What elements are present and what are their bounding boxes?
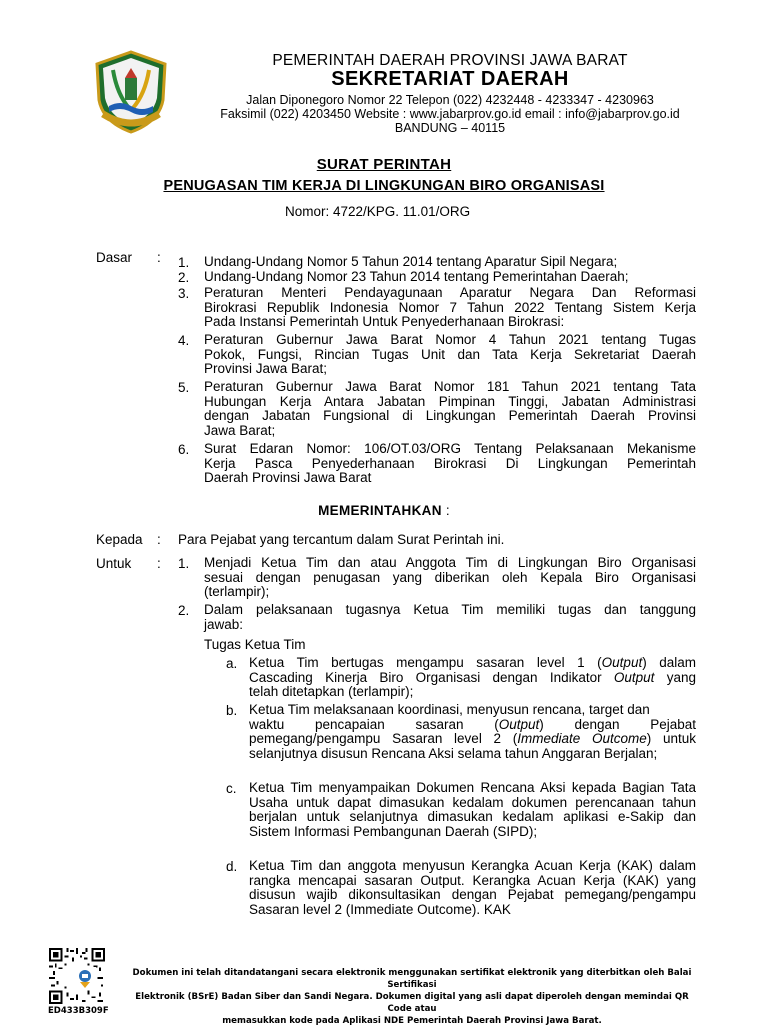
dasar-item-text: Peraturan Menteri Pendayagunaan Aparatur Negara Dan Reformasi Birokrasi Republik Indonesia Nomor 7 Tahun 2022 Tentang Sistem Kerja Pada Instansi Pemerintah Untuk Penyederhanaan Birokrasi: — [204, 285, 696, 329]
kepada-label: Kepada — [96, 532, 143, 547]
tugas-text: Ketua Tim bertugas mengampu sasaran level 1 (Output) dalam Cascading Kinerja Biro Organisasi dengan Indikator Output yang telah ditetapkan (terlampir); — [249, 655, 697, 699]
bsre-logo-icon — [73, 966, 97, 990]
footer-disclaimer: Dokumen ini telah ditandatangani secara elektronik menggunakan sertifikat elektronik yang diterbitkan oleh Balai Sertifikasi Elektronik (BSrE) Badan Siber dan Sandi Negara. Dokumen digital yang asli dapat diperoleh dengan memindai QR Code atau memasukkan kode pada Aplikasi NDE Pemerintah Daerah Provinsi Jawa Barat. — [132, 968, 692, 1026]
document-title: SURAT PERINTAH — [316, 156, 452, 173]
dasar-item-text: Surat Edaran Nomor: 106/OT.03/ORG Tentang Pelaksanaan Mekanisme Kerja Pasca Penyederhanaan Birokrasi Di Lingkungan Pemerintah Daerah Provinsi Jawa Barat — [204, 441, 696, 485]
dasar-item-number: 5. — [178, 380, 190, 395]
dasar-colon: : — [157, 250, 161, 265]
dasar-item-text: Peraturan Gubernur Jawa Barat Nomor 181 Tahun 2021 tentang Tata Hubungan Kerja Antara Jabatan Pimpinan Tinggi, Jabatan Administrasi dengan Jabatan Fungsional di Lingkungan Pemerintah Daerah Provinsi Jawa Barat; — [204, 379, 696, 438]
kepada-text: Para Pejabat yang tercantum dalam Surat Perintah ini. — [178, 532, 505, 547]
tugas-text: Ketua Tim menyampaikan Dokumen Rencana Aksi kepada Bagian Tata Usaha untuk dapat dimasukan kedalam dokumen perencanaan tahun berjalan untuk selanjutnya dimasukan kedalam aplikasi e-Sakip dan Sistem Informasi Pembangunan Daerah (SIPD); — [249, 780, 696, 839]
header-government-name: PEMERINTAH DAERAH PROVINSI JAWA BARAT — [272, 52, 628, 69]
header-office-name: SEKRETARIAT DAERAH — [331, 68, 569, 90]
tugas-text: Ketua Tim melaksanaan koordinasi, menyusun rencana, target dan waktu pencapaian sasaran (Output) dengan Pejabat pemegang/pengampu Sasaran level 2 (Immediate Outcome) untuk selanjutnya disusun Rencana Aksi selama tahun Anggaran Berjalan; — [249, 702, 696, 761]
tugas-heading: Tugas Ketua Tim — [204, 637, 306, 652]
dasar-item-number: 3. — [178, 286, 190, 301]
dasar-item-number: 4. — [178, 333, 190, 348]
dasar-label: Dasar — [96, 250, 133, 265]
tugas-letter: d. — [226, 859, 238, 874]
document-subtitle: PENUGASAN TIM KERJA DI LINGKUNGAN BIRO ORGANISASI — [163, 178, 605, 194]
tugas-letter: c. — [226, 781, 237, 796]
untuk-item-text: Dalam pelaksanaan tugasnya Ketua Tim memiliki tugas dan tanggung jawab: — [204, 602, 696, 632]
untuk-item-number: 1. — [178, 556, 190, 571]
dasar-item-text: Undang-Undang Nomor 5 Tahun 2014 tentang Aparatur Sipil Negara; — [204, 254, 618, 269]
memerintahkan-heading: MEMERINTAHKAN : — [318, 503, 450, 518]
untuk-item-text: Menjadi Ketua Tim dan atau Anggota Tim di Lingkungan Biro Organisasi sesuai dengan penugasan yang diberikan oleh Kepala Biro Organisasi (terlampir); — [204, 555, 696, 599]
untuk-label: Untuk — [96, 556, 132, 571]
dasar-item-number: 6. — [178, 442, 190, 457]
qr-verification-code: ED433B309F — [48, 1006, 109, 1016]
header-contact: Faksimil (022) 4203450 Website : www.jabarprov.go.id email : info@jabarprov.go.id — [220, 107, 680, 121]
document-number: Nomor: 4722/KPG. 11.01/ORG — [285, 204, 471, 219]
tugas-text: Ketua Tim dan anggota menyusun Kerangka Acuan Kerja (KAK) dalam rangka mencapai sasaran Output. Kerangka Acuan Kerja (KAK) yang disusun wajib dikonsultasikan dengan Pejabat pemegang/pengampu Sasaran level 2 (Immediate Outcome). KAK — [249, 858, 696, 917]
dasar-item-number: 1. — [178, 255, 190, 270]
untuk-colon: : — [157, 556, 161, 571]
untuk-item-number: 2. — [178, 603, 190, 618]
header-city: BANDUNG – 40115 — [394, 121, 506, 135]
dasar-item-number: 2. — [178, 270, 190, 285]
jawa-barat-emblem-icon — [93, 50, 169, 134]
kepada-colon: : — [157, 532, 161, 547]
tugas-letter: a. — [226, 656, 238, 671]
header-address: Jalan Diponegoro Nomor 22 Telepon (022) 4232448 - 4233347 - 4230963 — [246, 93, 654, 107]
tugas-letter: b. — [226, 703, 238, 718]
dasar-item-text: Undang-Undang Nomor 23 Tahun 2014 tentang Pemerintahan Daerah; — [204, 269, 629, 284]
dasar-item-text: Peraturan Gubernur Jawa Barat Nomor 4 Tahun 2021 tentang Tugas Pokok, Fungsi, Rincian Tugas Unit dan Tata Kerja Sekretariat Daerah Provinsi Jawa Barat; — [204, 332, 696, 376]
